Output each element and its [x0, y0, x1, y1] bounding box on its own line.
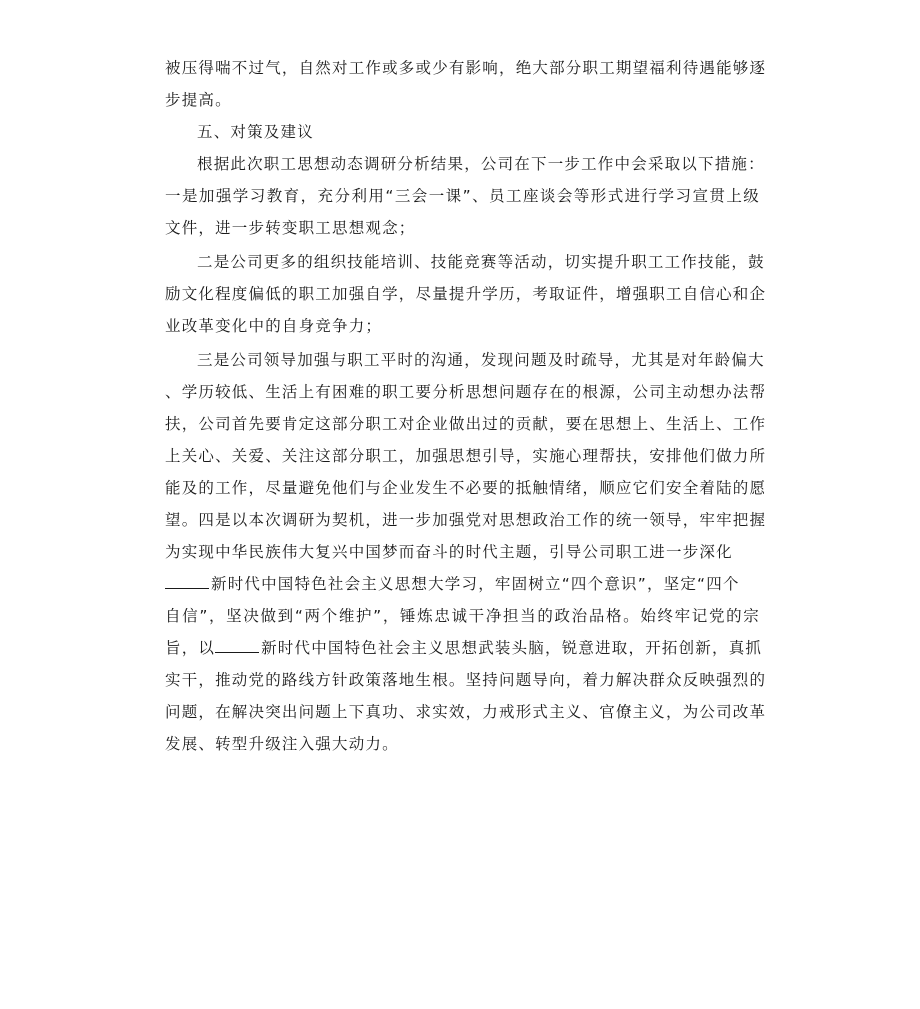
paragraph-line: 为实现中华民族伟大复兴中国梦而奋斗的时代主题，引导公司职工进一步深化 — [165, 543, 733, 561]
paragraph-line: 扶，公司首先要肯定这部分职工对企业做出过的贡献，要在思想上、生活上、工作 — [165, 415, 767, 433]
paragraph-line — [165, 632, 763, 664]
paragraph-line: 发展、转型升级注入强大动力。 — [165, 735, 399, 753]
paragraph-line: 二是公司更多的组织技能培训、技能竞赛等活动，切实提升职工工作技能，鼓 — [197, 253, 765, 271]
paragraph-line: 励文化程度偏低的职工加强自学，尽量提升学历，考取证件，增强职工自信心和企 — [165, 285, 767, 303]
fill-blank — [215, 638, 259, 653]
paragraph-line: 实干，推动党的路线方针政策落地生根。坚持问题导向，着力解决群众反映强烈的 — [165, 671, 767, 689]
paragraph-line: 业改革变化中的自身竞争力； — [165, 317, 383, 335]
fill-blank — [165, 574, 209, 589]
paragraph-line: 、学历较低、生活上有困难的职工要分析思想问题存在的根源，公司主动想办法帮 — [165, 383, 767, 401]
paragraph-line: 根据此次职工思想动态调研分析结果，公司在下一步工作中会采取以下措施： — [197, 155, 765, 173]
paragraph-line-text: 新时代中国特色社会主义思想大学习，牢固树立“四个意识”，坚定“四个 — [211, 575, 740, 593]
paragraph-line: 问题，在解决突出问题上下真功、求实效，力戒形式主义、官僚主义，为公司改革 — [165, 703, 767, 721]
paragraph-line-text: 新时代中国特色社会主义思想武装头脑，锐意进取，开拓创新，真抓 — [261, 639, 763, 657]
paragraph-line: 被压得喘不过气，自然对工作或多或少有影响，绝大部分职工期望福利待遇能够逐 — [165, 59, 767, 77]
paragraph-line: 步提高。 — [165, 91, 232, 109]
paragraph-line: 望。四是以本次调研为契机，进一步加强党对思想政治工作的统一领导，牢牢把握 — [165, 511, 767, 529]
paragraph-line: 能及的工作，尽量避免他们与企业发生不必要的抵触情绪，顺应它们安全着陆的愿 — [165, 479, 767, 497]
paragraph-line: 上关心、关爱、关注这部分职工，加强思想引导，实施心理帮扶，安排他们做力所 — [165, 447, 767, 465]
section-heading: 五、对策及建议 — [197, 123, 314, 141]
paragraph-line: 一是加强学习教育，充分利用“三会一课”、员工座谈会等形式进行学习宣贯上级 — [165, 187, 760, 205]
paragraph-line: 文件，进一步转变职工思想观念； — [165, 219, 416, 237]
paragraph-line: 三是公司领导加强与职工平时的沟通，发现问题及时疏导，尤其是对年龄偏大 — [197, 351, 765, 369]
paragraph-line: 自信”，坚决做到“两个维护”，锤炼忠诚干净担当的政治品格。始终牢记党的宗 — [165, 607, 760, 625]
paragraph-line — [165, 568, 760, 600]
paragraph-line-text: 旨，以 — [165, 639, 216, 657]
